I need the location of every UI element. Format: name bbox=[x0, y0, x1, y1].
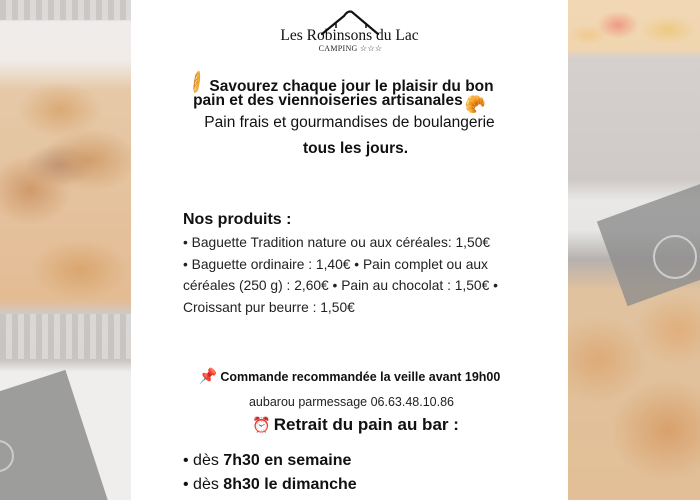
hours-time: 8h30 bbox=[223, 476, 260, 493]
baguette-icon: 🥖 bbox=[184, 70, 210, 95]
order-recommendation-text: Commande recommandée la veille avant 19h00 bbox=[220, 370, 501, 384]
left-pastry-photo bbox=[0, 0, 131, 500]
slate-board bbox=[0, 370, 109, 500]
hours-when: en semaine bbox=[259, 452, 352, 469]
products-title: Nos produits : bbox=[183, 211, 292, 228]
products-line: • Baguette ordinaire : 1,40€ • Pain complet ou aux bbox=[183, 256, 488, 272]
tagline-line-2: tous les jours. bbox=[302, 140, 409, 158]
flyer-content bbox=[131, 0, 568, 500]
products-line: • Baguette Tradition nature ou aux céréales: 1,50€ bbox=[183, 235, 491, 250]
order-recommendation bbox=[131, 367, 568, 385]
headline bbox=[131, 70, 568, 114]
products-section bbox=[183, 210, 541, 318]
order-section bbox=[131, 367, 568, 435]
croissant-icon: 🥐 bbox=[464, 95, 486, 114]
logo-subtitle: CAMPING ☆☆☆ bbox=[318, 44, 383, 53]
intro-section bbox=[131, 70, 568, 158]
pickup-hours bbox=[183, 449, 357, 497]
right-pastry-photo bbox=[568, 0, 700, 500]
hours-when: le dimanche bbox=[259, 476, 357, 493]
logo-name: Les Robinsons du Lac bbox=[280, 27, 419, 44]
pickup-title-text: Retrait du pain au bar : bbox=[273, 415, 459, 434]
stamp-logo bbox=[653, 235, 697, 279]
headline-line-2-text: pain et des viennoiseries artisanales bbox=[193, 92, 463, 110]
alarm-clock-icon: ⏰ bbox=[252, 417, 271, 434]
pushpin-icon: 📌 bbox=[198, 368, 218, 385]
hours-item-weekday bbox=[183, 449, 357, 473]
hours-prefix: • dès bbox=[183, 452, 224, 469]
hours-prefix: • dès bbox=[183, 476, 224, 493]
pickup-title bbox=[131, 415, 568, 435]
hours-time: 7h30 bbox=[223, 452, 260, 469]
headline-line-2 bbox=[131, 92, 568, 114]
lace-doily-top bbox=[0, 0, 131, 20]
order-contact: aubarou parmessage 06.63.48.10.86 bbox=[248, 395, 455, 409]
products-line: Croissant pur beurre : 1,50€ bbox=[183, 299, 355, 315]
headline-line-1: Savourez chaque jour le plaisir du bon bbox=[209, 78, 494, 95]
lace-doily bbox=[0, 314, 131, 359]
camping-logo bbox=[131, 6, 568, 53]
tagline-line-1: Pain frais et gourmandises de boulangerie bbox=[204, 114, 495, 132]
products-line: céréales (250 g) : 2,60€ • Pain au chocolat : 1,50€ • bbox=[183, 278, 498, 293]
hours-item-sunday bbox=[183, 473, 357, 497]
